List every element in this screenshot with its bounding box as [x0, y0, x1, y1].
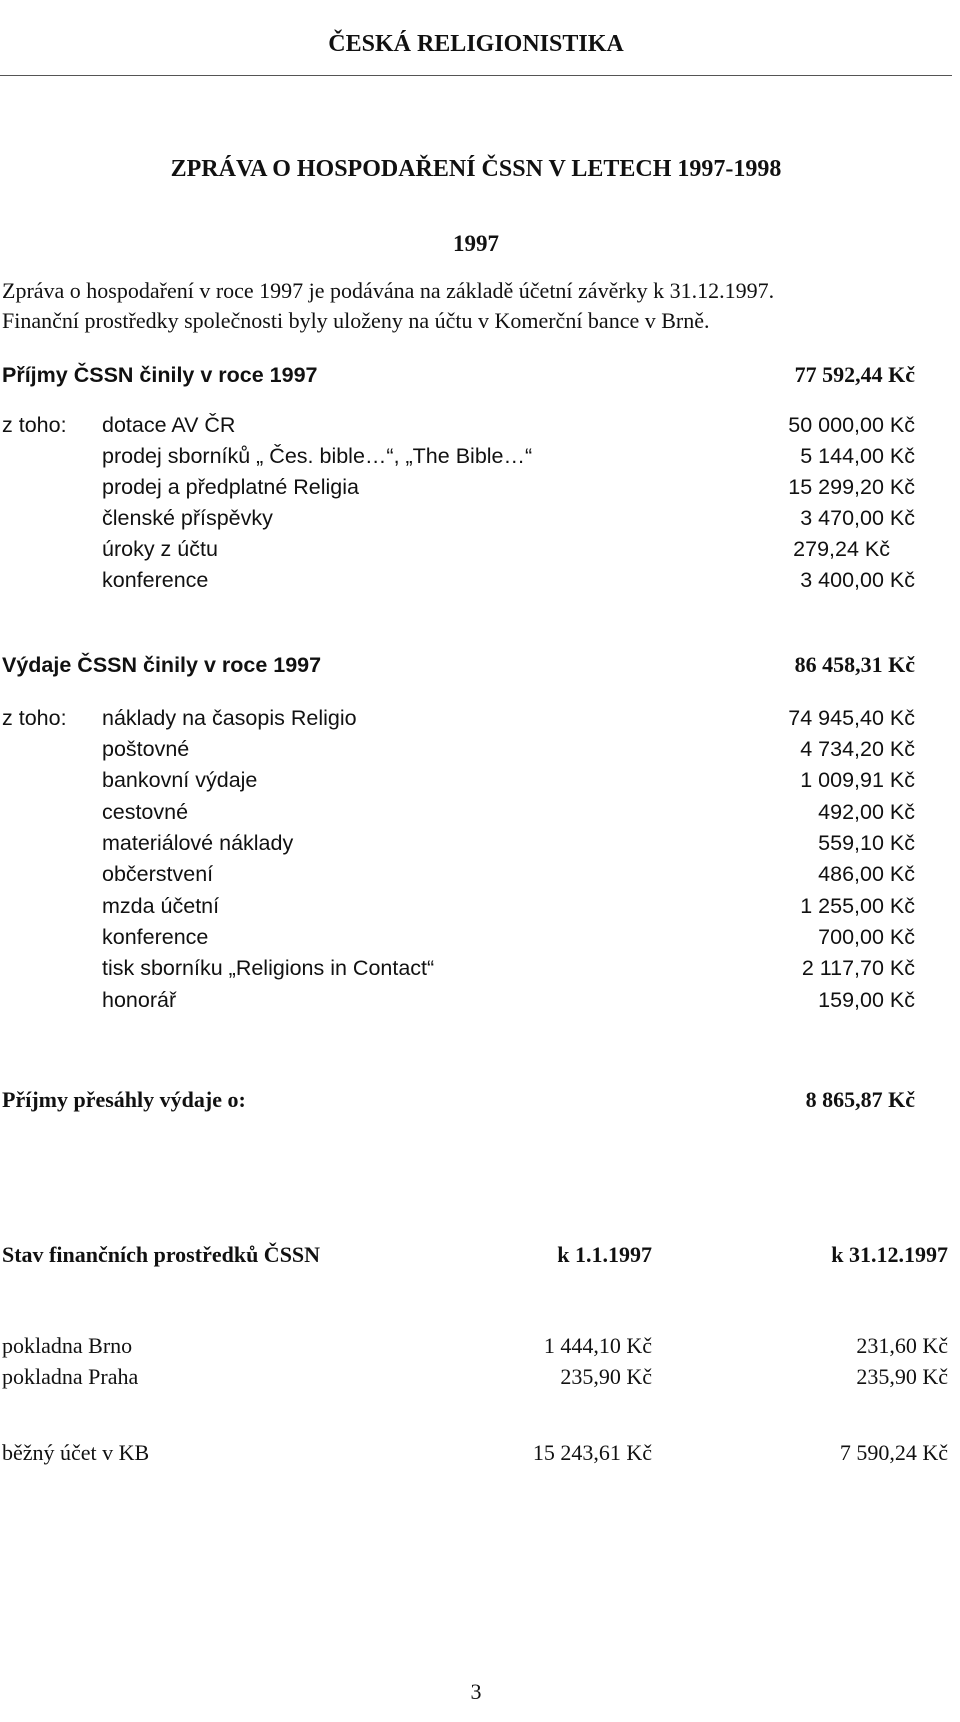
- of-which-label: z toho:: [2, 706, 67, 730]
- expense-row: [0, 859, 950, 889]
- income-item-label: úroky z účtu: [102, 537, 218, 561]
- income-item-label: prodej a předplatné Religia: [102, 475, 359, 499]
- expense-row: [0, 891, 950, 921]
- income-row: [0, 410, 950, 440]
- income-heading-row: [0, 360, 950, 390]
- expense-row: [0, 985, 950, 1015]
- income-row: [0, 441, 950, 471]
- expense-item-amount: 559,10 Kč: [818, 831, 915, 855]
- expense-item-amount: 74 945,40 Kč: [788, 706, 915, 730]
- expense-item-amount: 4 734,20 Kč: [800, 737, 915, 761]
- expense-item-label: bankovní výdaje: [102, 768, 258, 792]
- funds-row: [0, 1331, 952, 1361]
- income-item-label: prodej sborníků „ Čes. bible…“, „The Bible…“: [102, 444, 533, 468]
- expense-item-label: občerstvení: [102, 862, 214, 886]
- funds-row-end: 231,60 Kč: [856, 1333, 948, 1358]
- funds-col-end: k 31.12.1997: [831, 1242, 948, 1267]
- funds-row-end: 7 590,24 Kč: [839, 1440, 948, 1465]
- expense-item-label: konference: [102, 925, 209, 949]
- expense-row: [0, 765, 950, 795]
- expense-item-label: poštovné: [102, 737, 190, 761]
- funds-row-start: 235,90 Kč: [560, 1364, 652, 1389]
- year-heading: 1997: [453, 231, 499, 256]
- intro-line: Zpráva o hospodaření v roce 1997 je podávána na základě účetní závěrky k 31.12.1997.: [2, 278, 775, 303]
- funds-row-start: 15 243,61 Kč: [532, 1440, 652, 1465]
- income-row: [0, 565, 950, 595]
- income-row: [0, 534, 950, 564]
- expense-item-amount: 700,00 Kč: [818, 925, 915, 949]
- funds-row: [0, 1362, 952, 1392]
- income-item-amount: 3 470,00 Kč: [800, 506, 915, 530]
- expense-item-amount: 1 255,00 Kč: [800, 894, 915, 918]
- intro-line: Finanční prostředky společnosti byly uloženy na účtu v Komerční bance v Brně.: [2, 308, 710, 333]
- expenses-heading-row: [0, 650, 950, 680]
- expense-item-amount: 486,00 Kč: [818, 862, 915, 886]
- expense-item-amount: 159,00 Kč: [818, 988, 915, 1012]
- expenses-heading: Výdaje ČSSN činily v roce 1997: [2, 653, 322, 677]
- funds-row-end: 235,90 Kč: [856, 1364, 948, 1389]
- income-item-label: dotace AV ČR: [102, 413, 236, 437]
- funds-row-label: pokladna Praha: [2, 1364, 139, 1389]
- intro-paragraph: [2, 276, 952, 336]
- expense-item-amount: 1 009,91 Kč: [800, 768, 915, 792]
- expense-item-amount: 2 117,70 Kč: [801, 956, 915, 980]
- journal-title: ČESKÁ RELIGIONISTIKA: [328, 31, 624, 57]
- income-row: [0, 472, 950, 502]
- expense-row: [0, 953, 950, 983]
- page-number: 3: [470, 1679, 482, 1704]
- expense-row: [0, 703, 950, 733]
- balance-row: [0, 1085, 950, 1115]
- funds-row-label: pokladna Brno: [2, 1333, 133, 1358]
- report-title: ZPRÁVA O HOSPODAŘENÍ ČSSN V LETECH 1997-1998: [170, 156, 782, 182]
- income-row: [0, 503, 950, 533]
- income-item-label: členské příspěvky: [102, 506, 273, 530]
- expense-item-label: materiálové náklady: [102, 831, 294, 855]
- income-item-amount: 5 144,00 Kč: [800, 444, 915, 468]
- expense-item-label: honorář: [102, 988, 177, 1012]
- funds-row-start: 1 444,10 Kč: [543, 1333, 652, 1358]
- balance-amount: 8 865,87 Kč: [805, 1087, 915, 1112]
- income-item-label: konference: [102, 568, 209, 592]
- expense-row: [0, 922, 950, 952]
- balance-label: Příjmy přesáhly výdaje o:: [2, 1087, 246, 1112]
- expense-row: [0, 797, 950, 827]
- income-item-amount: 279,24 Kč: [793, 537, 890, 561]
- income-total: 77 592,44 Kč: [794, 362, 915, 387]
- expense-item-label: tisk sborníku „Religions in Contact“: [102, 956, 435, 980]
- income-item-amount: 50 000,00 Kč: [788, 413, 915, 437]
- funds-row-label: běžný účet v KB: [2, 1440, 150, 1465]
- funds-heading: Stav finančních prostředků ČSSN: [2, 1242, 321, 1267]
- expense-row: [0, 734, 950, 764]
- expense-item-amount: 492,00 Kč: [818, 800, 915, 824]
- expense-row: [0, 828, 950, 858]
- expense-item-label: náklady na časopis Religio: [102, 706, 357, 730]
- funds-header-row: [0, 1240, 952, 1270]
- expenses-total: 86 458,31 Kč: [794, 652, 915, 677]
- funds-row: [0, 1438, 952, 1468]
- income-heading: Příjmy ČSSN činily v roce 1997: [2, 363, 318, 387]
- expense-item-label: mzda účetní: [102, 894, 220, 918]
- income-item-amount: 3 400,00 Kč: [800, 568, 915, 592]
- expense-item-label: cestovné: [102, 800, 189, 824]
- of-which-label: z toho:: [2, 413, 67, 437]
- header-divider: [0, 75, 952, 76]
- income-item-amount: 15 299,20 Kč: [788, 475, 915, 499]
- funds-col-start: k 1.1.1997: [557, 1242, 652, 1267]
